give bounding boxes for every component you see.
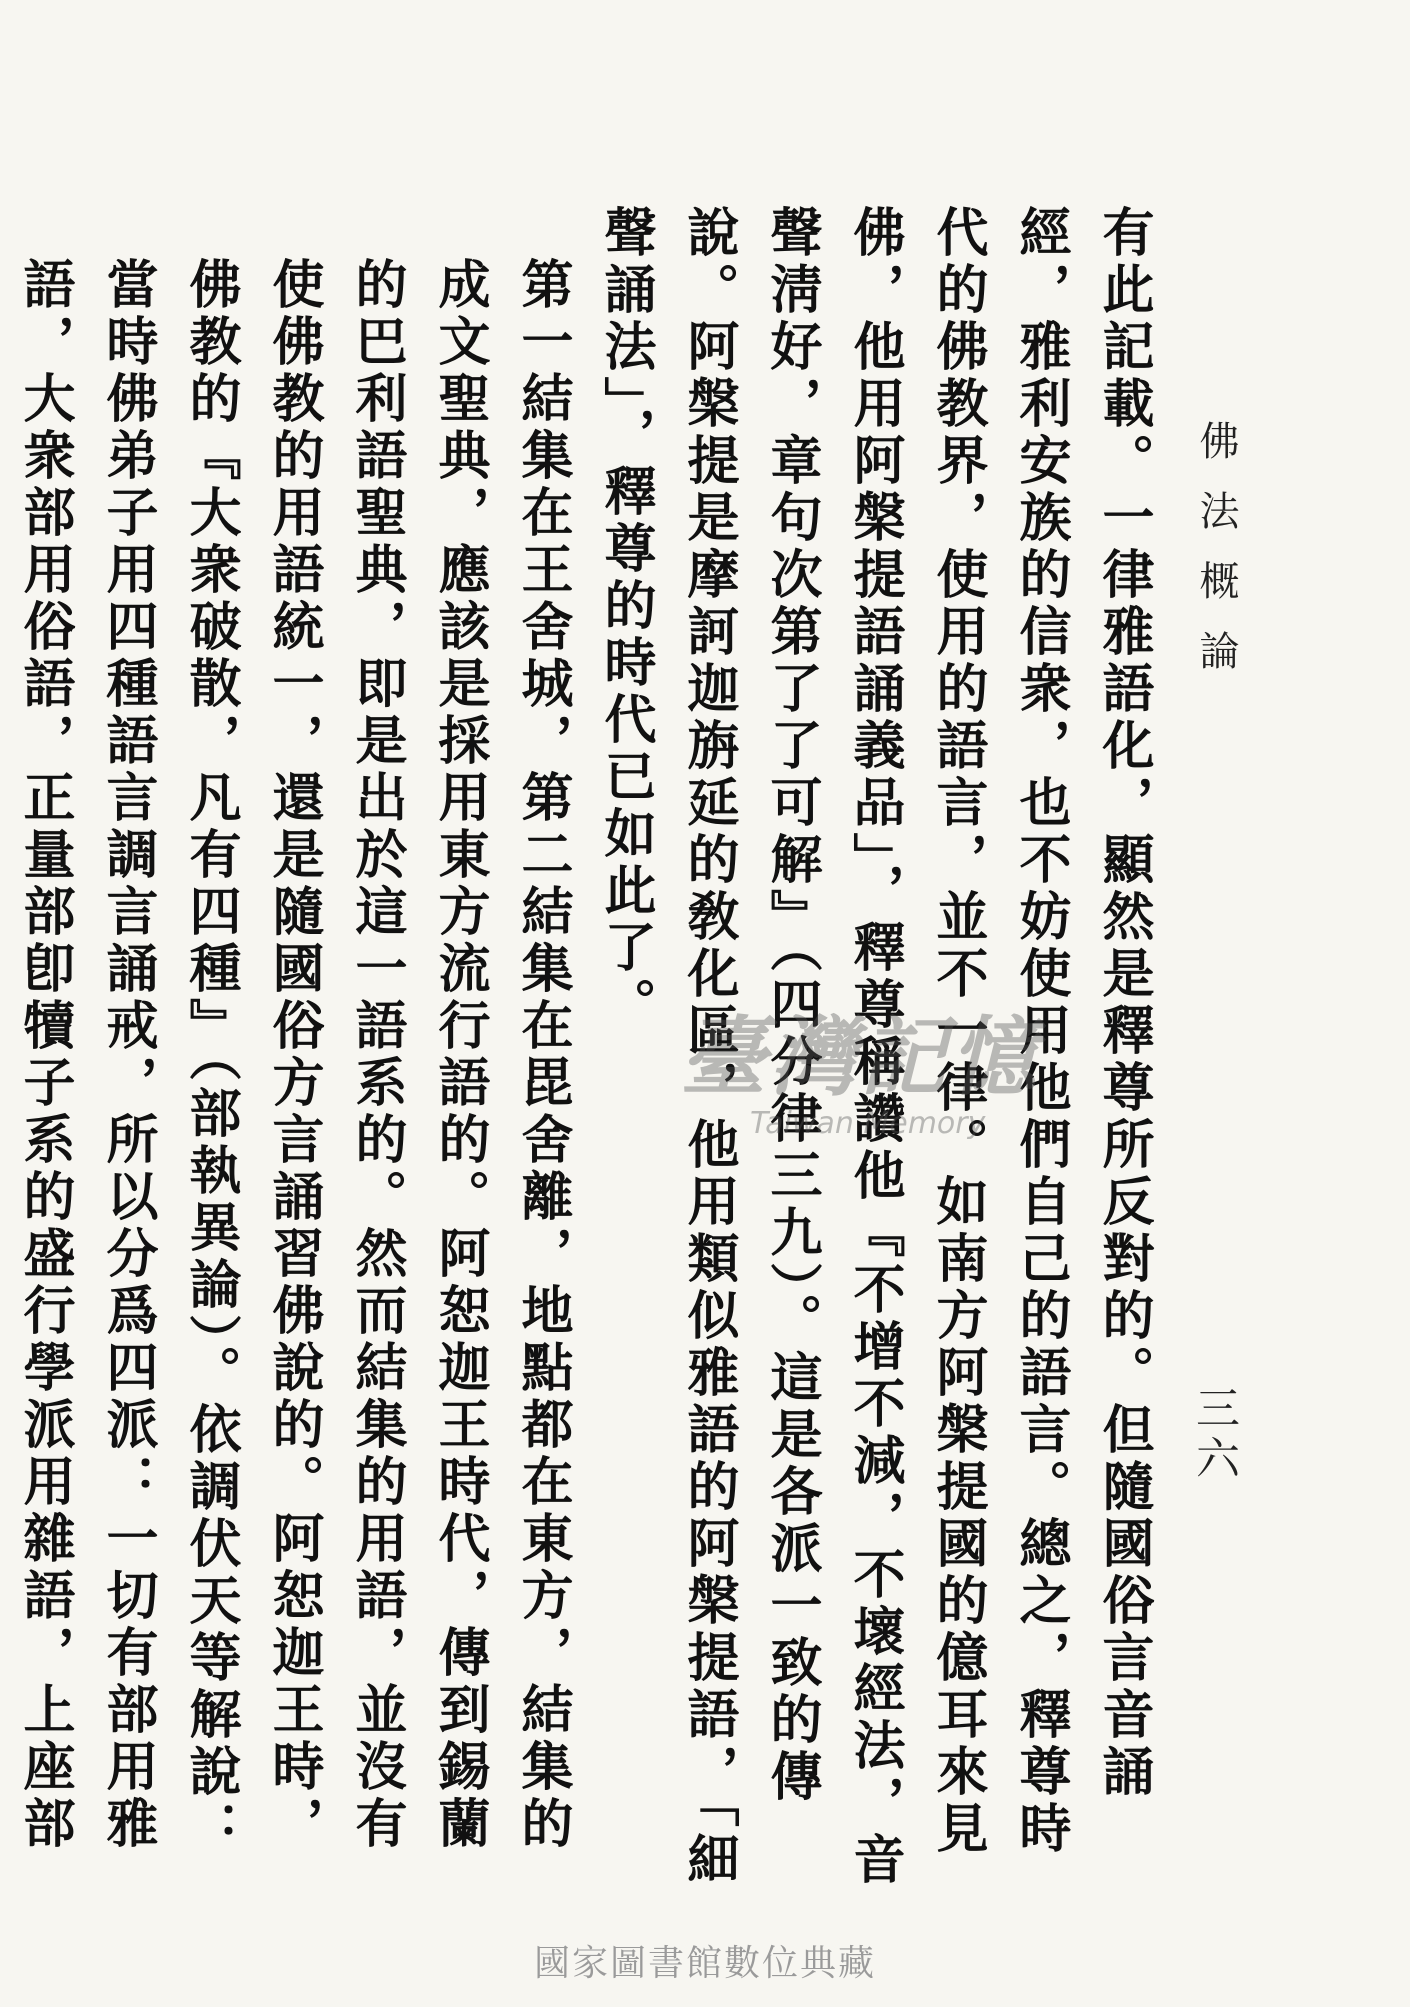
body-text bbox=[14, 205, 1165, 1890]
watermark-chinese: 臺灣記憶 bbox=[680, 1007, 1040, 1108]
paragraph-2: 第一結集在王舍城，第二結集在毘舍離，地點都在東方，結集的成文聖典，應該是採用東方流行語的。阿恕迦王時代，傳到錫蘭的巴利語聖典，即是出於這一語系的。然而結集的用語，並沒有使佛教的用語統一，還是隨國俗方言誦習佛說的。阿恕迦王時，佛教的『大衆破散，凡有四種』（部執異論）。依調伏天等解說：當時佛弟子用四種語言調言誦戒，所以分爲四派：一切有部用雅語，大衆部用俗語，正量部卽犢子系的盛行學派用雜語，上座部 bbox=[14, 257, 573, 1858]
library-footer: 國家圖書館數位典藏 bbox=[533, 1943, 876, 1984]
watermark-english: Taiwan Memory bbox=[750, 1106, 986, 1141]
page-number: 三六 bbox=[1188, 1385, 1239, 1485]
paragraph-1: 有此記載。一律雅語化，顯然是釋尊所反對的。但隨國俗言音誦經，雅利安族的信衆，也不妨使用他們自己的語言。總之，釋尊時代的佛教界，使用的語言，並不一律。如南方阿槃提國的億耳來見佛，他用阿槃提語誦義品」，釋尊稱讚他『不增不減，不壞經法，音聲淸好，章句次第了了可解』（四分律三九）。這是各派一致的傳說。阿槃提是摩訶迦旃延的敎化區，他用類似雅語的阿槃提語，「細聲誦法」，釋尊的時代已如此了。 bbox=[595, 205, 1154, 1889]
running-title: 佛法概論 bbox=[1193, 420, 1239, 700]
